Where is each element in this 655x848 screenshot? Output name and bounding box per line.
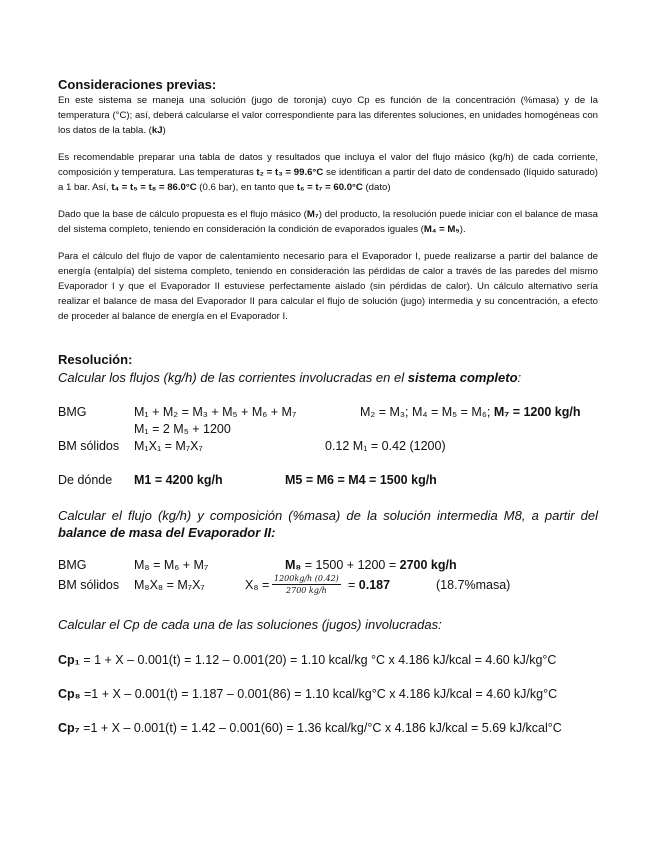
bmg-right-text: M₂ = M₃; M₄ = M₅ = M₆; bbox=[360, 405, 494, 419]
bmg-right-bold: M₇ = 1200 kg/h bbox=[493, 405, 581, 419]
cp7-line bbox=[58, 721, 562, 735]
bms2-label: BM sólidos bbox=[58, 578, 120, 592]
bmg2-right bbox=[285, 558, 457, 572]
bmg-equation-1: M₁ + M₂ = M₃ + M₅ + M₆ + M₇ bbox=[134, 405, 297, 419]
bmg2-equation: M₈ = M₆ + M₇ bbox=[134, 558, 209, 572]
p2-text-c: (0.6 bar), en tanto que bbox=[196, 182, 297, 193]
dedonde-m1-bold: M1 = 4200 kg/h bbox=[134, 473, 223, 487]
x8-value: 0.187 bbox=[358, 578, 391, 592]
x8-denominator: 2700 kg/h bbox=[286, 586, 327, 595]
cp7-equation: =1 + X – 0.001(t) = 1.42 – 0.001(60) = 1.36 kcal/kg/°C x 4.186 kJ/kcal = 5.69 kJ/kcal°C bbox=[79, 721, 562, 735]
bms2-equation: M₈X₈ = M₇X₇ bbox=[134, 578, 205, 592]
p2-t458: t₄ = t₅ = t₈ = 86.0°C bbox=[111, 182, 197, 193]
section-title-consideraciones: Consideraciones previas: bbox=[58, 77, 217, 92]
intro-evaporador-ii bbox=[58, 507, 598, 541]
paragraph-3 bbox=[58, 207, 598, 237]
dedonde-label: De dónde bbox=[58, 473, 113, 487]
dedonde-m1 bbox=[134, 473, 223, 487]
paragraph-1 bbox=[58, 93, 598, 138]
intro1-bold: sistema completo bbox=[407, 370, 518, 385]
intro1-end: : bbox=[517, 370, 522, 385]
intro-cp: Calcular el Cp de cada una de las soluciones (jugos) involucradas: bbox=[58, 617, 442, 632]
cp1-line bbox=[58, 653, 556, 667]
p2-text-d: (dato) bbox=[362, 182, 391, 193]
x8-fraction bbox=[272, 573, 341, 596]
cp8-line bbox=[58, 687, 557, 701]
x8-result bbox=[348, 578, 390, 592]
bms-label: BM sólidos bbox=[58, 439, 120, 453]
p1-end: ) bbox=[162, 125, 166, 136]
p1-bold: kJ bbox=[151, 125, 163, 136]
intro2-bold: balance de masa del Evaporador II: bbox=[58, 525, 276, 540]
bmg-equation-2: M₁ = 2 M₅ + 1200 bbox=[134, 422, 231, 436]
x8-numerator: 1200kg/h (0.42) bbox=[274, 574, 339, 583]
bmg2-result: 2700 kg/h bbox=[399, 558, 457, 572]
p3-m45: M₄ = M₅ bbox=[423, 224, 460, 235]
cp7-label: Cp₇ bbox=[58, 721, 80, 735]
bms-right: 0.12 M₁ = 0.42 (1200) bbox=[325, 439, 446, 453]
x8-label: X₈ = bbox=[245, 578, 270, 592]
bms-equation: M₁X₁ = M₇X₇ bbox=[134, 439, 203, 453]
p3-text-a: Dado que la base de cálculo propuesta es el flujo másico ( bbox=[58, 209, 307, 220]
p2-text-a: Es recomendable preparar una tabla de datos y resultados que incluya el valor del flujo másico (kg/h) de cada corriente, composición y temperatura. Las temperaturas bbox=[58, 152, 598, 178]
bmg2-right-text: = 1500 + 1200 = bbox=[301, 558, 400, 572]
dedonde-m bbox=[285, 473, 437, 487]
bmg-label: BMG bbox=[58, 405, 87, 419]
dedonde-m-bold: M5 = M6 = M4 = 1500 kg/h bbox=[285, 473, 437, 487]
intro1-text: Calcular los flujos (kg/h) de las corrientes involucradas en el bbox=[58, 370, 408, 385]
cp1-equation: = 1 + X – 0.001(t) = 1.12 – 0.001(20) = 1.10 kcal/kg °C x 4.186 kJ/kcal = 4.60 kJ/kg°C bbox=[79, 653, 557, 667]
intro2-text: Calcular el flujo (kg/h) y composición (%masa) de la solución intermedia M8, a partir del bbox=[58, 508, 598, 523]
x8-percent: (18.7%masa) bbox=[436, 578, 511, 592]
cp8-label: Cp₈ bbox=[58, 687, 81, 701]
intro-sistema-completo bbox=[58, 370, 521, 385]
cp8-equation: =1 + X – 0.001(t) = 1.187 – 0.001(86) = 1.10 kcal/kg°C x 4.186 kJ/kcal = 4.60 kJ/kg°C bbox=[80, 687, 558, 701]
bmg2-label: BMG bbox=[58, 558, 87, 572]
p3-text-c: ). bbox=[459, 224, 466, 235]
section-title-resolucion: Resolución: bbox=[58, 352, 133, 367]
bmg-right bbox=[360, 405, 580, 419]
paragraph-2 bbox=[58, 150, 598, 195]
p3-text-b: ) del producto, la resolución puede iniciar con el balance de masa del sistema completo, teniendo en consideración la condición de evaporados iguales ( bbox=[58, 209, 598, 235]
bmg2-m8: M₈ bbox=[285, 558, 302, 572]
cp1-label: Cp₁ bbox=[58, 653, 80, 667]
p2-t23: t₂ = t₃ = 99.6°C bbox=[256, 167, 324, 178]
p2-t67: t₆ = t₇ = 60.0°C bbox=[296, 182, 363, 193]
x8-equals: = bbox=[348, 578, 359, 592]
p2-text-b: se identifican a partir del dato de condensado (líquido saturado) a 1 bar. Así, bbox=[58, 167, 598, 193]
p3-m7: M₇ bbox=[306, 209, 319, 220]
paragraph-4: Para el cálculo del flujo de vapor de calentamiento necesario para el Evaporador I, puede realizarse a partir del balance de energía (entalpía) del sistema completo, teniendo en consideración las pérdidas de calor a través de las paredes del mismo Evaporador I y que el Evaporador II estuviese perfectamente aislado (sin pérdidas de calor). Un cálculo alternativo sería realizar el balance de masa del Evaporador II para calcular el flujo de solución (jugo) intermedia y su concentración, a efecto de proceder al balance de energía en el Evaporador I. bbox=[58, 251, 598, 322]
p1-text: En este sistema se maneja una solución (jugo de toronja) cuyo Cp es función de la concentración (%masa) y de la temperatura (°C); así, deberá calcularse el valor correspondiente para las diferentes soluciones, en unidades homogéneas con los datos de la tabla. ( bbox=[58, 95, 598, 136]
